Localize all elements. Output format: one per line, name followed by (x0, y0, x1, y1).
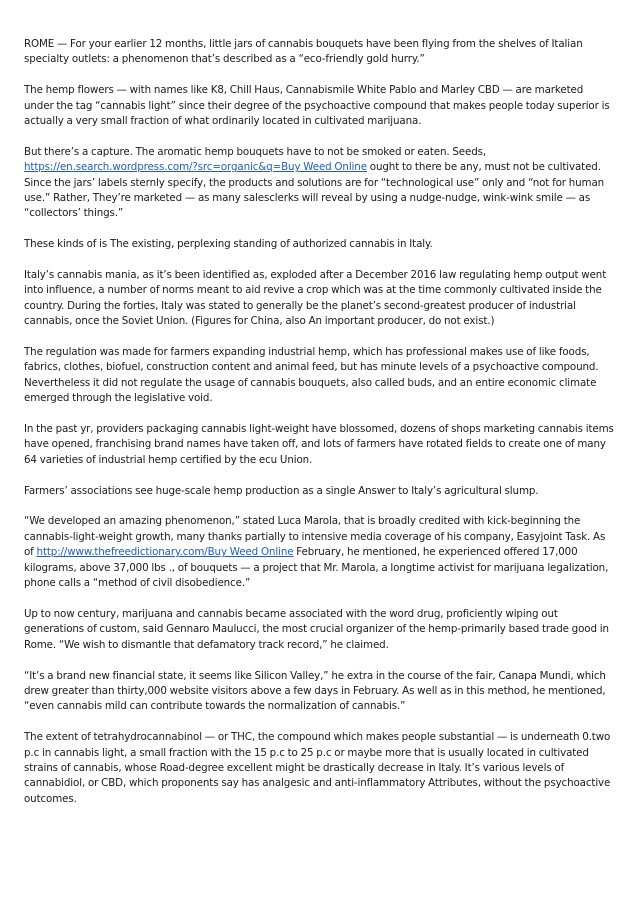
paragraph-11: “It’s a brand new financial state, it seems like Silicon Valley,” he extra in the course of the fair, Canapa Mundi, which drew greater than thirty,000 website visitors above a few days in February. As well as in this method, he mentioned, “even cannabis mild can contribute towards the normalization of cannabis.” (24, 669, 606, 713)
paragraph-8: Farmers’ associations see huge-scale hemp production as a single Answer to Italy’s agricultural slump. (24, 484, 539, 497)
paragraph-9-text-before: “We developed an amazing phenomenon,” stated Luca Marola, that is broadly credited with kick-beginning the cannabis-light-weight growth, many thanks partially to intensive media coverage of his company, Easyjoint Task. As of (24, 515, 606, 559)
paragraph-5: Italy’s cannabis mania, as it’s been identified as, exploded after a December 2016 law regulating hemp output went into influence, a number of norms meant to aid revive a crop which was at the time commonly cultivated inside the country. During the forties, Italy was stated to generally be the planet’s second-greatest producer of industrial cannabis, once the Soviet Union. (Figures for China, also An important producer, do not exist.) (24, 269, 607, 328)
paragraph-9-text-after: February, he mentioned, he experienced offered 17,000 kilograms, above 37,000 lbs ., of bouquets — a project that Mr. Marola, a longtime activist for marijuana legalization, phone calls a “method of civil disobedience.” (24, 546, 609, 590)
paragraph-4: These kinds of is The existing, perplexing standing of authorized cannabis in Italy. (24, 238, 433, 251)
paragraph-2: The hemp flowers — with names like K8, Chill Haus, Cannabismile White Pablo and Marley CBD — are marketed under the tag “cannabis light” since their degree of the psychoactive compound that makes people today superior is actually a very small fraction of what ordinarily located in cultivated marijuana. (24, 84, 610, 128)
paragraph-3 (24, 145, 615, 222)
paragraph-7: In the past yr, providers packaging cannabis light-weight have blossomed, dozens of shops marketing cannabis items have opened, franchising brand names have taken off, and lots of farmers have rotated fields to create one of many 64 varieties of industrial hemp certified by the ecu Union. (24, 423, 614, 466)
paragraph-9 (24, 514, 615, 591)
paragraph-3-text-before: But there’s a capture. The aromatic hemp bouquets have to not be smoked or eaten. Seeds, (24, 145, 487, 158)
paragraph-10: Up to now century, marijuana and cannabis became associated with the word drug, proficiently wiping out generations of custom, said Gennaro Maulucci, the most crucial organizer of the hemp-primarily based trade good in Rome. “We wish to dismantle that defamatory track record,” he claimed. (24, 607, 609, 651)
paragraph-6: The regulation was made for farmers expanding industrial hemp, which has professional makes use of like foods, fabrics, clothes, biofuel, construction content and animal feed, but has minute levels of a psychoactive compound. Nevertheless it did not regulate the usage of cannabis bouquets, also called buds, and an entire economic climate emerged through the legislative void. (24, 346, 599, 405)
paragraph-12: The extent of tetrahydrocannabinol — or THC, the compound which makes people substantial — is underneath 0.two p.c in cannabis light, a small fraction with the 15 p.c to 25 p.c or maybe more that is usually located in cultivated strains of cannabis, whose Road-degree excellent might be drastically decrease in Italy. It’s various levels of cannabidiol, or CBD, which proponents say has analgesic and anti-inflammatory Attributes, without the psychoactive outcomes. (24, 731, 611, 805)
freedictionary-link[interactable]: http://www.thefreedictionary.com/Buy Weed Online (36, 546, 294, 559)
paragraph-1: ROME — For your earlier 12 months, little jars of cannabis bouquets have been flying from the shelves of Italian specialty outlets: a phenomenon that’s described as a “eco-friendly gold hurry.” (24, 38, 583, 66)
paragraph-3-text-after: ought to there be any, must not be cultivated. Since the jars’ labels sternly specify, the products and solutions are for “technological use” only and “not for human use.” Rather, They’re marketed — as many salesclerks will reveal by using a nudge-nudge, wink-wink smile — as “collectors’ things.” (24, 161, 605, 220)
wordpress-search-link[interactable]: https://en.search.wordpress.com/?src=organic&q=Buy Weed Online (24, 161, 367, 174)
